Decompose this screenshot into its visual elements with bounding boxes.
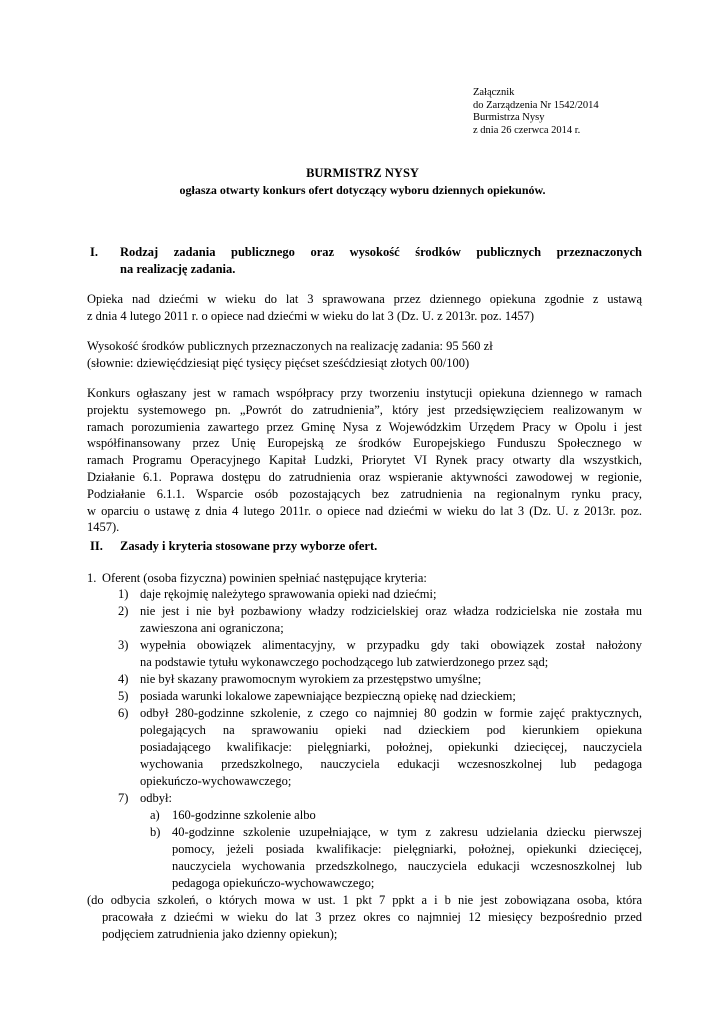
paragraph-line: projektu systemowego pn. „Powrót do zatrudnienia”, który jest przedsięwzięciem realizowanym w [87,402,642,417]
criterion-text: odbył 280-godzinne szkolenie, z czego co najmniej 80 godzin w formie zajęć praktycznych, [140,706,642,720]
criterion-text: zawieszona ani ograniczona; [140,621,284,635]
document-title: BURMISTRZ NYSY [306,166,419,180]
section-2-number: II. [90,539,103,553]
annex-regulation: do Zarządzenia Nr 1542/2014 [473,99,599,111]
annex-header [473,87,599,138]
criterion-marker: 4) [118,672,129,686]
paragraph-line: 1457). [87,520,120,535]
section-1-title-line: na realizację zadania. [120,261,236,276]
sub-marker: b) [150,825,161,839]
criterion-marker: 3) [118,638,129,652]
section-1-number: I. [90,245,98,259]
section-2-title: Zasady i kryteria stosowane przy wyborze ofert. [120,539,378,553]
criterion-text: nie jest i nie był pozbawiony władzy rodzicielskiej oraz władza rodzicielska nie została mu [140,604,642,618]
criterion-text: posiada warunki lokalowe zapewniające bezpieczną opiekę nad dzieckiem; [140,689,516,703]
criterion-text: polegających na sprawowaniu opieki nad dzieckiem pod kierunkiem opiekuna [140,723,642,737]
criterion-marker: 6) [118,706,129,720]
paragraph-line: ramach porozumienia zawartego przez Gminę Nysa z Wojewódzkim Urzędem Pracy w Opolu i jest [87,419,642,434]
paragraph-line: Opieka nad dziećmi w wieku do lat 3 sprawowana przez dziennego opiekuna zgodnie z ustawą [87,292,642,306]
criterion-marker: 5) [118,689,129,703]
list-marker: 1. [87,571,97,585]
annex-issuer: Burmistrza Nysy [473,112,545,124]
paragraph-line: (słownie: dziewięćdziesiąt pięć tysięcy pięćset sześćdziesiąt złotych 00/100) [87,355,470,370]
list-item-intro: Oferent (osoba fizyczna) powinien spełniać następujące kryteria: [102,571,427,585]
criterion-marker: 2) [118,604,129,618]
sub-marker: a) [150,808,160,822]
sub-text: pedagoga opiekuńczo-wychowawczego; [172,876,375,890]
criterion-marker: 1) [118,587,129,601]
paragraph-line: ramach Programu Operacyjnego Kapitał Ludzki, Priorytet VI Rynek pracy otwarty dla wszystkich, [87,453,642,468]
paragraph-line: współfinansowany przez Unię Europejską ze środków Europejskiego Funduszu Społecznego w [87,436,642,451]
criterion-text: daje rękojmię należytego sprawowania opieki nad dziećmi; [140,587,437,601]
paragraph-funding [87,338,642,372]
paragraph-task-description [87,291,642,325]
sub-text: pomocy, jeżeli posiada kwalifikacje: pielęgniarki, położnej, opiekunki dziecięcej, [172,842,642,856]
note-line: podjęciem zatrudnienia jako dzienny opiekun); [102,927,338,941]
annex-date: z dnia 26 czerwca 2014 r. [473,125,581,137]
criterion-text: posiadającego kwalifikacje: pielęgniarki, położnej, opiekunki dziecięcej, nauczyciela [140,740,642,754]
criterion-marker: 7) [118,791,129,805]
paragraph-project-context [87,385,642,536]
criterion-text: wychowania przedszkolnego, nauczyciela edukacji wczesnoszkolnej lub pedagoga [140,757,642,771]
criterion-text: na podstawie tytułu wykonawczego pochodzącego lub zatwierdzonego przez sąd; [140,655,549,669]
sub-text: 160-godzinne szkolenie albo [172,808,316,822]
criterion-text: odbył: [140,791,172,805]
paragraph-line: z dnia 4 lutego 2011 r. o opiece nad dziećmi w wieku do lat 3 (Dz. U. z 2013r. poz. 1457) [87,308,534,323]
paragraph-line: Konkurs ogłaszany jest w ramach współpracy przy tworzeniu instytucji opiekuna dziennego w ramach [87,386,642,400]
sub-text: nauczyciela wychowania przedszkolnego, nauczyciela edukacji wczesnoszkolnej lub [172,859,642,873]
paragraph-line: Wysokość środków publicznych przeznaczonych na realizację zadania: 95 560 zł [87,339,493,353]
paragraph-line: w oparciu o ustawę z dnia 4 lutego 2011r. o opiece nad dziećmi w wieku do lat 3 (Dz. U. z 2013r. poz. [87,503,642,518]
sub-text: 40-godzinne szkolenie uzupełniające, w tym z zakresu udzielania dziecku pierwszej [172,825,642,839]
note-line: (do odbycia szkoleń, o których mowa w ust. 1 pkt 7 ppkt a i b nie jest zobowiązana osoba, która [87,893,642,907]
section-1-title-line: Rodzaj zadania publicznego oraz wysokość środków publicznych przeznaczonych [120,245,642,259]
document-subtitle: ogłasza otwarty konkurs ofert dotyczący wyboru dziennych opiekunów. [179,183,546,197]
annex-label: Załącznik [473,87,515,98]
criterion-text: opiekuńczo-wychowawczego; [140,774,292,788]
paragraph-line: Działanie 6.1. Poprawa dostępu do zatrudnienia oraz wspieranie aktywności zawodowej w regionie, [87,469,642,484]
section-1-title [120,244,642,277]
paragraph-line: Podziałanie 6.1.1. Wsparcie osób pozostających bez zatrudnienia na regionalnym rynku pracy, [87,486,642,501]
criterion-text: nie był skazany prawomocnym wyrokiem za przestępstwo umyślne; [140,672,482,686]
criterion-text: wypełnia obowiązek alimentacyjny, w przypadku gdy taki obowiązek został nałożony [140,638,642,652]
note-line: pracowała z dziećmi w wieku do lat 3 przez okres co najmniej 12 miesięcy bezpośrednio przed [102,910,642,924]
